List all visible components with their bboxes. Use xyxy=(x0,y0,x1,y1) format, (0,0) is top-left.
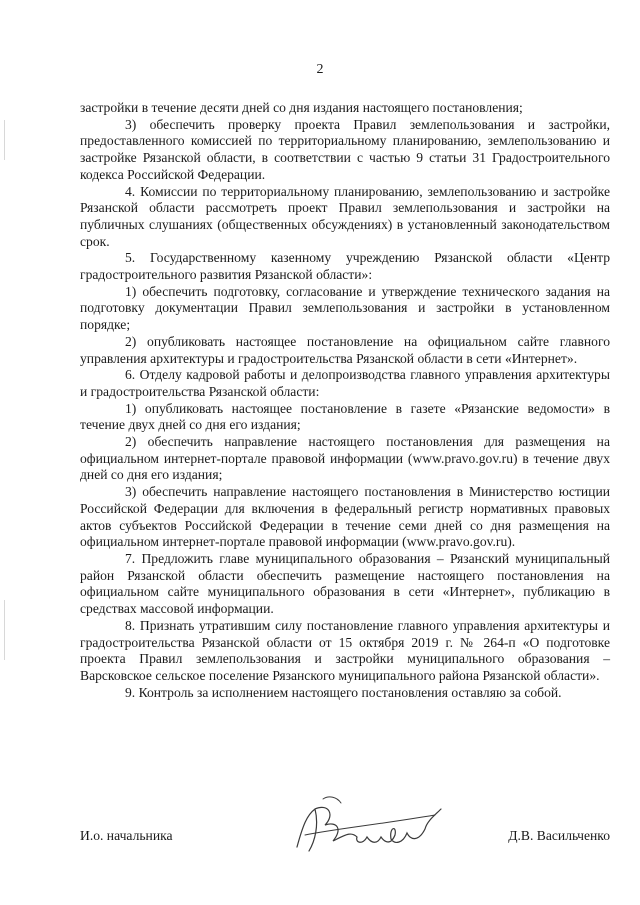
paragraph: 6. Отделу кадровой работы и делопроизводства главного управления архитектуры и градостроительства Рязанской области: xyxy=(80,367,610,399)
handwritten-signature xyxy=(285,785,445,865)
paragraph: 1) опубликовать настоящее постановление в газете «Рязанские ведомости» в течение двух дней со дня его издания; xyxy=(80,400,610,433)
page-number: 2 xyxy=(316,62,324,77)
paragraph: 2) опубликовать настоящее постановление на официальном сайте главного управления архитектуры и градостроительства Рязанской области в сети «Интернет». xyxy=(80,333,610,366)
signature-block xyxy=(80,820,610,860)
continued-paragraph: застройки в течение десяти дней со дня издания настоящего постановления; xyxy=(80,100,523,115)
signer-name: Д.В. Васильченко xyxy=(508,828,610,843)
paragraph: 9. Контроль за исполнением настоящего постановления оставляю за собой. xyxy=(125,684,562,700)
paragraph: 2) обеспечить направление настоящего постановления для размещения на официальном интернет-портале правовой информации (www.pravo.gov.ru) в течение двух дней со дня его издания; xyxy=(80,434,610,483)
paragraph: 4. Комиссии по территориальному планированию, землепользованию и застройке Рязанской области рассмотреть проект Правил землепользования и застройки на публичных слушаниях (общественных обсуждениях) в установленный законодательством срок. xyxy=(80,183,610,249)
scan-edge-mark xyxy=(4,120,5,160)
paragraph: 7. Предложить главе муниципального образования – Рязанский муниципальный район Рязанской области обеспечить размещение настоящего постановления на официальном сайте муниципального образования в сети «Интернет», публикацию в средствах массовой информации. xyxy=(80,550,610,617)
document-body xyxy=(80,100,610,701)
signer-title: И.о. начальника xyxy=(80,828,173,843)
paragraph: 3) обеспечить направление настоящего постановления в Министерство юстиции Российской Федерации для включения в федеральный регистр нормативных правовых актов субъектов Российской Федерации в течение семи дней со дня размещения на официальном интернет-портале правовой информации (www.pravo.gov.ru). xyxy=(80,484,610,550)
scan-edge-mark xyxy=(4,600,5,660)
paragraph: 8. Признать утратившим силу постановление главного управления архитектуры и градостроительства Рязанской области от 15 октября 2019 г. № 264-п «О подготовке проекта Правил землепользования и застройки муниципального образования – Варсковское сельское поселение Рязанского муниципального района Рязанской области». xyxy=(80,617,610,683)
paragraph: 5. Государственному казенному учреждению Рязанской области «Центр градостроительного развития Рязанской области»: xyxy=(80,250,610,283)
paragraph: 1) обеспечить подготовку, согласование и утверждение технического задания на подготовку документации Правил землепользования и застройки в установленном порядке; xyxy=(80,283,610,333)
paragraph: 3) обеспечить проверку проекта Правил землепользования и застройки, предоставленного комиссией по территориальному планированию, землепользованию и застройке Рязанской области, в соответствии с частью 9 статьи 31 Градостроительного кодекса Российской Федерации. xyxy=(80,116,610,182)
